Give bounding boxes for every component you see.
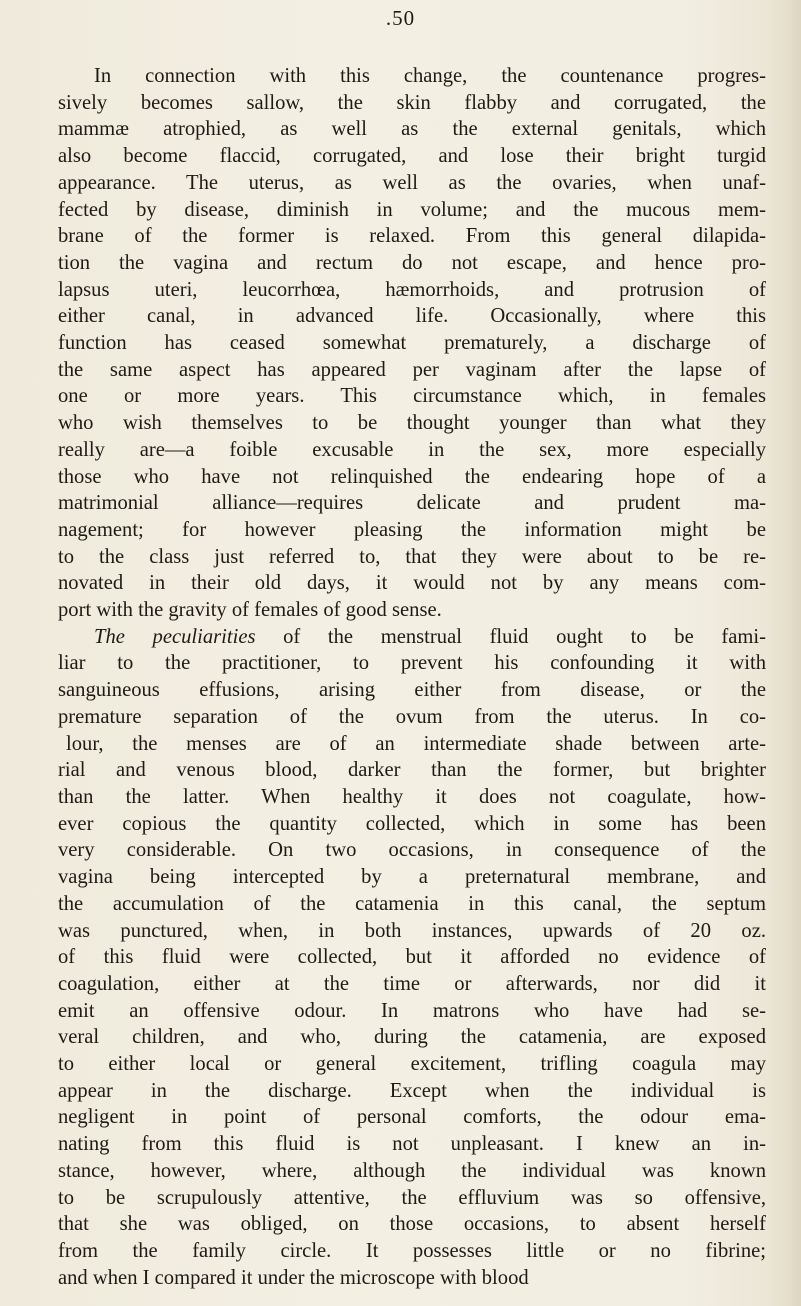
page-edge-shadow [767,0,801,1306]
text-line-content: nating from this fluid is not unpleasant. I knew an in- [58,1133,766,1156]
text-line-content: than the latter. When healthy it does not coagulate, how- [58,785,766,808]
text-line [58,811,766,838]
text-line-content: nagement; for however pleasing the information might be [58,518,766,541]
text-line [58,784,766,811]
text-line [58,837,766,864]
text-line [58,143,766,170]
text-line [58,223,766,250]
text-line-content: stance, however, where, although the individual was known [58,1159,766,1182]
text-line-content: the accumulation of the catamenia in this canal, the septum [58,892,766,915]
text-line [58,971,766,998]
text-line-content: vagina being intercepted by a preternatural membrane, and [58,866,766,889]
text-line-content: premature separation of the ovum from the uterus. In co- [58,705,766,728]
text-line [58,998,766,1025]
text-line-content: one or more years. This circumstance which, in females [58,385,766,408]
text-line [58,1024,766,1051]
text-line-content: lapsus uteri, leucorrhœa, hæmorrhoids, and protrusion of [58,278,766,301]
text-line-content: also become flaccid, corrugated, and lose their bright turgid [58,145,766,168]
text-line-content: sively becomes sallow, the skin flabby and corrugated, the [58,91,766,114]
text-line [58,677,766,704]
text-line-content: fected by disease, diminish in volume; and the mucous mem- [58,198,766,221]
text-line-content: to the class just referred to, that they were about to be re- [58,545,766,568]
text-line [58,918,766,945]
text-line [58,650,766,677]
text-line [58,170,766,197]
text-line-content: novated in their old days, it would not by any means com- [58,572,766,595]
text-line [58,704,766,731]
text-line [58,277,766,304]
text-line [58,464,766,491]
text-line-content: veral children, and who, during the catamenia, are exposed [58,1026,766,1049]
text-line [58,63,766,90]
text-line [58,517,766,544]
text-line-content: very considerable. On two occasions, in consequence of the [58,839,766,862]
text-line [58,864,766,891]
text-line-content: lour, the menses are of an intermediate shade between arte- [66,732,766,755]
text-line-content: appear in the discharge. Except when the individual is [58,1079,766,1102]
text-line-content: rial and venous blood, darker than the former, but brighter [58,759,766,782]
text-line-content: the same aspect has appeared per vaginam after the lapse of [58,358,766,381]
text-line [58,90,766,117]
text-line-content: tion the vagina and rectum do not escape, and hence pro- [58,251,766,274]
text-line [58,250,766,277]
text-line [58,1238,766,1265]
text-line [58,410,766,437]
text-line-content: of this fluid were collected, but it afforded no evidence of [58,946,766,969]
text-line [58,624,766,651]
text-line-content: ever copious the quantity collected, which in some has been [58,812,766,835]
body-text [58,63,766,1291]
italic-phrase: The peculiarities [94,625,256,648]
text-line [58,757,766,784]
text-line-content: liar to the practitioner, to prevent his confounding it with [58,652,766,675]
text-line-content: that she was obliged, on those occasions, to absent herself [58,1213,766,1236]
text-line-content: either canal, in advanced life. Occasionally, where this [58,305,766,328]
text-line [58,731,766,758]
text-line [58,570,766,597]
text-line [58,1158,766,1185]
text-line-content: to be scrupulously attentive, the effluvium was so offensive, [58,1186,766,1209]
text-line-content: negligent in point of personal comforts, the odour ema- [58,1106,766,1129]
text-line [58,597,766,624]
text-line [58,1265,766,1292]
text-line [58,1078,766,1105]
text-line [58,330,766,357]
text-line-content: appearance. The uterus, as well as the ovaries, when unaf- [58,171,766,194]
text-line [58,1211,766,1238]
text-line [58,197,766,224]
text-line-content: who wish themselves to be thought younger than what they [58,412,766,435]
text-line [58,357,766,384]
text-line [58,303,766,330]
text-line-content: In connection with this change, the countenance progres- [94,65,766,87]
text-line [58,383,766,410]
text-line-content: really are—a foible excusable in the sex, more especially [58,438,766,461]
text-line [58,1185,766,1212]
text-line [58,116,766,143]
text-line [58,1131,766,1158]
text-line-content: and when I compared it under the microscope with blood [58,1266,529,1289]
text-line-content: port with the gravity of females of good sense. [58,599,442,622]
text-line-content: brane of the former is relaxed. From this general dilapida- [58,225,766,248]
text-line [58,437,766,464]
text-line-content: function has ceased somewhat prematurely, a discharge of [58,332,766,355]
text-line-content: of the menstrual fluid ought to be fami- [255,625,766,648]
page-number: .50 [385,6,416,30]
text-line-content: was punctured, when, in both instances, upwards of 20 oz. [58,919,766,942]
text-line-content: sanguineous effusions, arising either from disease, or the [58,679,766,702]
text-line-content: to either local or general excitement, trifling coagula may [58,1053,766,1076]
text-line-content: matrimonial alliance—requires delicate and prudent ma- [58,492,766,515]
text-line [58,891,766,918]
text-line [58,944,766,971]
text-line [58,544,766,571]
text-line-content: from the family circle. It possesses little or no fibrine; [58,1239,766,1262]
text-line [58,1104,766,1131]
text-line [58,490,766,517]
text-line-content: mammæ atrophied, as well as the external genitals, which [58,118,766,141]
text-line [58,1051,766,1078]
text-line-content: coagulation, either at the time or afterwards, nor did it [58,972,766,995]
text-line-content: emit an offensive odour. In matrons who have had se- [58,999,766,1022]
text-line-content: those who have not relinquished the endearing hope of a [58,465,766,488]
